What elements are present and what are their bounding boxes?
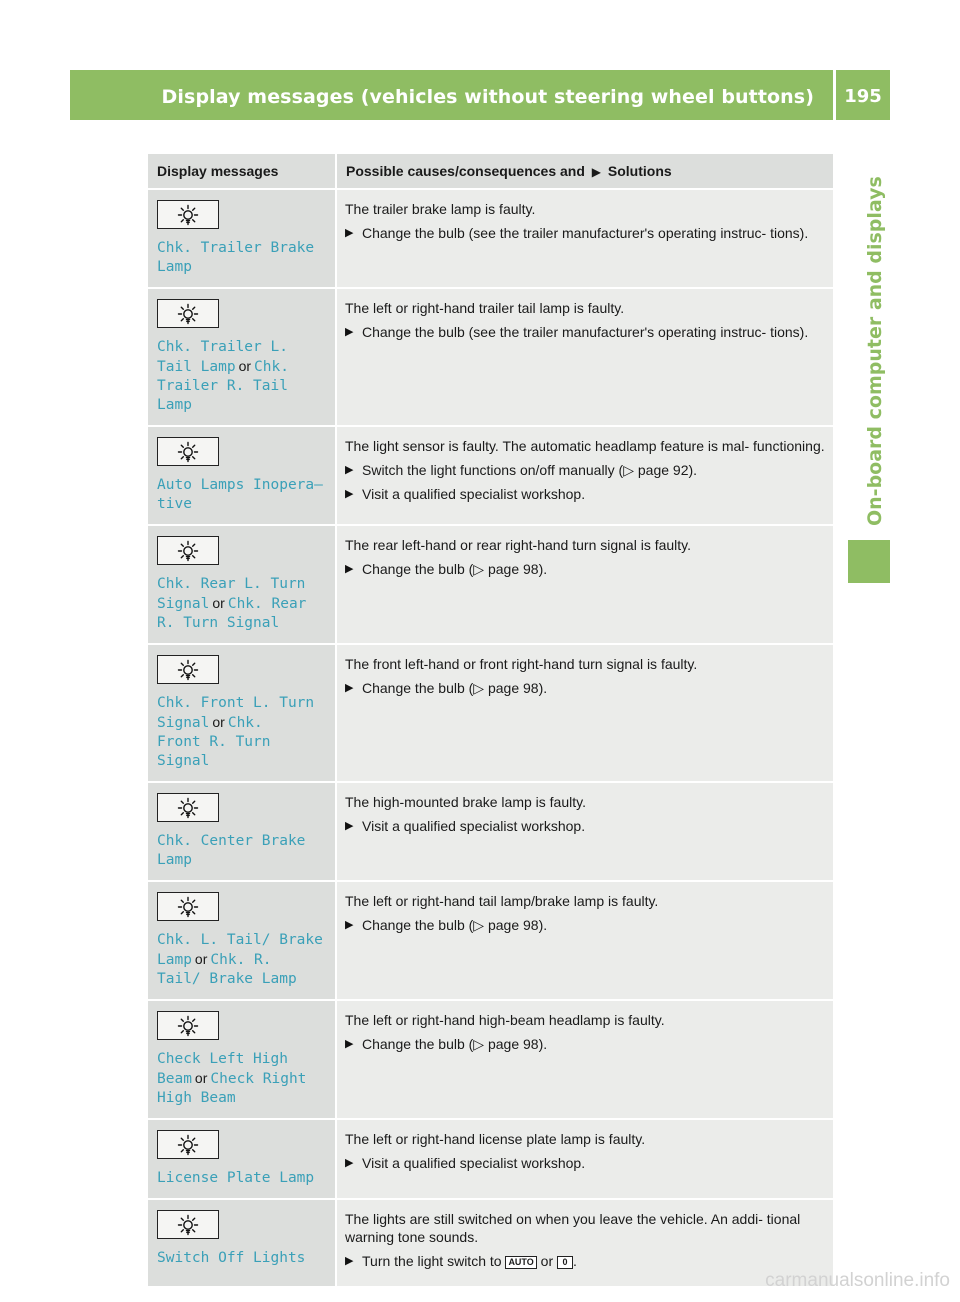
cause-description: The trailer brake lamp is faulty.: [345, 201, 536, 217]
action-text: [362, 817, 825, 835]
col-header-solutions: [336, 154, 833, 189]
action-arrow-icon: ▶: [345, 227, 354, 239]
code-line: R. Turn Signal: [157, 615, 280, 631]
solution-cell: [336, 644, 833, 782]
zero-key-icon: 0: [557, 1256, 573, 1269]
lamp-failure-icon: [157, 437, 219, 466]
action-step: [345, 916, 825, 934]
message-cell: [148, 189, 336, 288]
lamp-failure-icon: [157, 299, 219, 328]
code-line: Tail Lamp: [157, 359, 236, 375]
cause-description: The front left-hand or front right-hand turn signal is faulty.: [345, 656, 698, 672]
message-cell: [148, 644, 336, 782]
table-row: [148, 881, 833, 1000]
code-line: Chk. L. Tail/ Brake: [157, 932, 323, 948]
code-line: Chk. Center Brake: [157, 833, 306, 849]
action-step: [345, 1035, 825, 1053]
action-step: [345, 1252, 825, 1270]
solution-cell: [336, 525, 833, 644]
message-cell: [148, 881, 336, 1000]
code-line: tive: [157, 496, 192, 512]
col-header-messages: Display messages: [148, 154, 336, 189]
message-cell: [148, 1000, 336, 1119]
code-line: Chk. Trailer L.: [157, 339, 288, 355]
lamp-failure-icon: [157, 200, 219, 229]
action-label: Change the bulb (▷ page 98).: [362, 680, 548, 696]
action-arrow-icon: ▶: [345, 326, 354, 338]
action-label: Visit a qualified specialist workshop.: [362, 1155, 586, 1171]
code-line: Switch Off Lights: [157, 1250, 306, 1266]
table-row: [148, 782, 833, 881]
table-row: [148, 189, 833, 288]
action-arrow-icon: ▶: [345, 682, 354, 694]
solution-cell: [336, 1000, 833, 1119]
solution-cell: [336, 881, 833, 1000]
code-line: Chk. Rear L. Turn: [157, 576, 306, 592]
auto-key-icon: AUTO: [505, 1256, 536, 1269]
action-label: Turn the light switch to: [362, 1253, 502, 1269]
lamp-failure-icon: [157, 793, 219, 822]
action-step: [345, 1154, 825, 1172]
lamp-failure-icon: [157, 655, 219, 684]
action-text: [362, 323, 825, 341]
or-text: or: [212, 714, 225, 730]
page-number: 195: [844, 86, 882, 107]
lamp-failure-icon: [157, 1210, 219, 1239]
code-line: Chk. Rear: [227, 596, 307, 612]
action-step: [345, 560, 825, 578]
action-label: Change the bulb (▷ page 98).: [362, 917, 548, 933]
display-message-code: [157, 832, 327, 870]
code-line: Lamp: [157, 852, 192, 868]
action-arrow-icon: ▶: [345, 919, 354, 931]
action-label: Switch the light functions on/off manually (▷ page 92).: [362, 462, 698, 478]
code-line: Auto Lamps Inopera–: [157, 477, 323, 493]
or-text: or: [238, 358, 252, 374]
table-header-row: [148, 154, 833, 189]
table-row: [148, 1199, 833, 1287]
action-label: Change the bulb (see the trailer manufacturer's operating instruc- tions).: [362, 225, 809, 241]
action-arrow-icon: ▶: [345, 820, 354, 832]
display-message-code: [157, 931, 327, 989]
action-arrow-icon: ▶: [345, 1157, 354, 1169]
solution-cell: [336, 288, 833, 426]
action-text: Turn the light switch to AUTO or 0 .: [362, 1253, 577, 1269]
action-label: Visit a qualified specialist workshop.: [362, 818, 586, 834]
action-arrow-icon: ▶: [345, 464, 354, 476]
table-row: [148, 644, 833, 782]
action-step: [345, 485, 825, 503]
lamp-failure-icon: [157, 1011, 219, 1040]
cause-description: The light sensor is faulty. The automatic headlamp feature is mal- functioning.: [345, 438, 825, 454]
solution-cell: [336, 1199, 833, 1287]
watermark: carmanualsonline.info: [765, 1270, 950, 1291]
lamp-failure-icon: [157, 892, 219, 921]
lamp-failure-icon: [157, 536, 219, 565]
action-step: [345, 323, 825, 341]
action-label: Change the bulb (▷ page 98).: [362, 1036, 548, 1052]
action-arrow-icon: ▶: [345, 1255, 354, 1267]
or-text: or: [212, 595, 225, 611]
code-line: Check Right: [210, 1071, 307, 1087]
cause-description: The left or right-hand high-beam headlamp is faulty.: [345, 1012, 665, 1028]
or-text: or: [194, 1070, 208, 1086]
action-text: [362, 679, 825, 697]
table-body: [148, 189, 833, 1287]
action-step: [345, 817, 825, 835]
message-cell: [148, 525, 336, 644]
play-arrow-icon: ▶: [591, 165, 602, 179]
code-line: Trailer R. Tail Lamp: [157, 378, 288, 413]
solution-cell: [336, 189, 833, 288]
side-tab-label: On-board computer and displays: [864, 176, 886, 526]
display-message-code: [157, 338, 327, 415]
message-cell: [148, 782, 336, 881]
code-line: Check Left High: [157, 1051, 288, 1067]
action-text: [362, 916, 825, 934]
code-line: Front R. Turn Signal: [157, 734, 271, 769]
code-line: Lamp: [157, 952, 192, 968]
code-line: Chk. R.: [210, 952, 272, 968]
action-text: [362, 224, 825, 242]
display-message-code: [157, 1249, 327, 1268]
solution-cell: [336, 426, 833, 525]
side-tab-marker: [848, 540, 890, 583]
action-label: Change the bulb (▷ page 98).: [362, 561, 548, 577]
cause-description: The high-mounted brake lamp is faulty.: [345, 794, 586, 810]
display-message-code: [157, 239, 327, 277]
code-line: Beam: [157, 1071, 192, 1087]
page-title: Display messages (vehicles without steering wheel buttons): [161, 86, 814, 108]
or-text: or: [194, 951, 208, 967]
action-text: [362, 461, 825, 479]
col-header-solutions-end: Solutions: [607, 163, 672, 179]
cause-description: The lights are still switched on when you leave the vehicle. An addi- tional warning tone sounds.: [345, 1211, 801, 1245]
action-arrow-icon: ▶: [345, 488, 354, 500]
cause-description: The left or right-hand trailer tail lamp is faulty.: [345, 300, 625, 316]
code-line: Lamp: [157, 259, 192, 275]
display-message-code: [157, 694, 327, 771]
code-line: Signal: [157, 715, 210, 731]
action-step: [345, 679, 825, 697]
action-step: [345, 461, 825, 479]
code-line: High Beam: [157, 1090, 236, 1106]
action-arrow-icon: ▶: [345, 1038, 354, 1050]
message-cell: [148, 1199, 336, 1287]
cause-description: The left or right-hand license plate lamp is faulty.: [345, 1131, 646, 1147]
cause-description: The left or right-hand tail lamp/brake lamp is faulty.: [345, 893, 659, 909]
code-line: Tail/ Brake Lamp: [157, 971, 297, 987]
display-messages-table: [148, 154, 833, 1288]
solution-cell: [336, 1119, 833, 1199]
table-row: [148, 525, 833, 644]
action-arrow-icon: ▶: [345, 563, 354, 575]
code-line: License Plate Lamp: [157, 1170, 315, 1186]
code-line: Chk.: [254, 359, 289, 375]
code-line: Chk. Front L. Turn: [157, 695, 315, 711]
code-line: Chk. Trailer Brake: [157, 240, 315, 256]
solution-cell: [336, 782, 833, 881]
action-step: [345, 224, 825, 242]
action-text: [362, 485, 825, 503]
action-text: [362, 560, 825, 578]
message-cell: [148, 288, 336, 426]
display-message-code: [157, 575, 327, 633]
table-row: [148, 1000, 833, 1119]
action-text: [362, 1035, 825, 1053]
lamp-failure-icon: [157, 1130, 219, 1159]
action-text: [362, 1154, 825, 1172]
display-message-code: [157, 476, 327, 514]
action-label: Visit a qualified specialist workshop.: [362, 486, 586, 502]
display-message-code: [157, 1169, 327, 1188]
code-line: Chk.: [227, 715, 263, 731]
table-row: [148, 1119, 833, 1199]
cause-description: The rear left-hand or rear right-hand turn signal is faulty.: [345, 537, 692, 553]
table-row: [148, 288, 833, 426]
or-text: or: [540, 1253, 554, 1269]
display-message-code: [157, 1050, 327, 1108]
message-cell: [148, 426, 336, 525]
table-row: [148, 426, 833, 525]
code-line: Signal: [157, 596, 210, 612]
action-label: Change the bulb (see the trailer manufacturer's operating instruc- tions).: [362, 324, 809, 340]
col-header-solutions-text: Possible causes/consequences and: [346, 163, 585, 179]
message-cell: [148, 1119, 336, 1199]
